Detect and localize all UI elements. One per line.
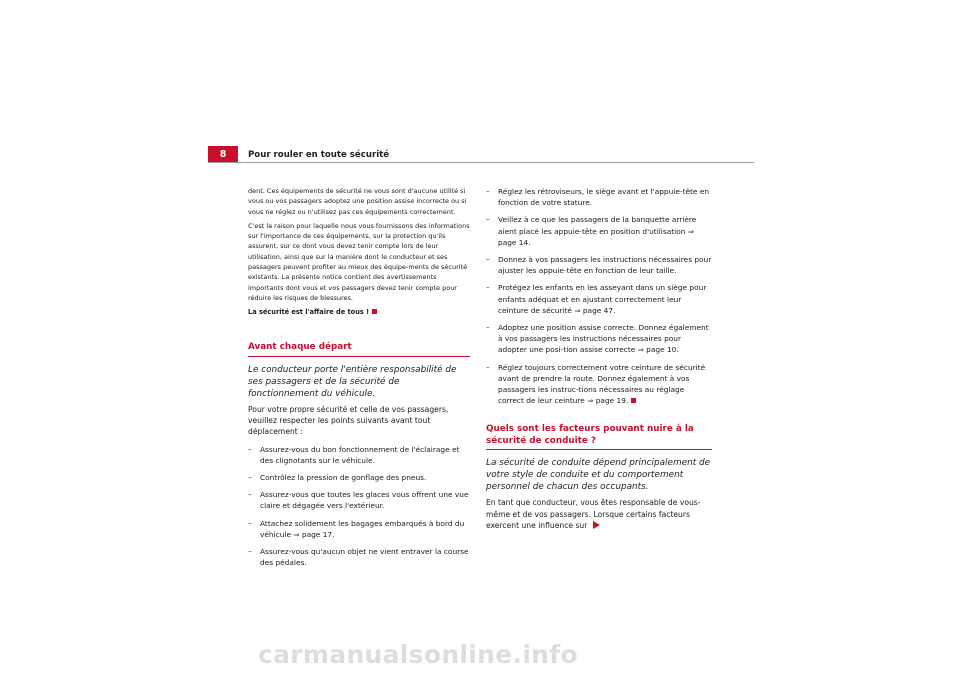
- section-lead-right: La sécurité de conduite dépend principalement de votre style de conduite et du comportement personnel de chacun des occupants.: [486, 458, 711, 493]
- section-heading-facteurs: Quels sont les facteurs pouvant nuire à la sécurité de conduite ?: [486, 424, 712, 450]
- checklist-left: [248, 444, 470, 569]
- list-item: [486, 362, 712, 407]
- header-rule: [208, 162, 754, 163]
- section-heading-avant-chaque-depart: Avant chaque départ: [248, 342, 470, 357]
- left-column: [248, 186, 470, 574]
- body-paragraph-right-text: En tant que conducteur, vous êtes responsable de vous-même et de vos passagers. Lorsque certains facteurs exercent une influence sur: [486, 498, 701, 531]
- list-item: – Adoptez une position assise correcte. Donnez également à vos passagers les instructions nécessaires pour adopter une posi-tion assise correcte ⇒ page 10.: [486, 322, 712, 356]
- list-item: – Veillez à ce que les passagers de la banquette arrière aient placé les appuie-tête en position d'utilisation ⇒ page 14.: [486, 214, 712, 248]
- section-lead-left: Le conducteur porte l'entière responsabilité de ses passagers et de la sécurité de fonctionnement du véhicule.: [248, 364, 457, 399]
- watermark: carmanualsonline.info: [258, 640, 578, 669]
- list-item: – Protégez les enfants en les asseyant dans un siège pour enfants adéquat et en ajustant correctement leur ceinture de sécurité ⇒ page 47.: [486, 282, 712, 316]
- list-item-text: Réglez toujours correctement votre ceinture de sécurité avant de prendre la route. Donnez également à vos passagers les instruc-tions nécessaires au réglage correct de leur ceinture ⇒ page 19.: [498, 362, 706, 406]
- continue-arrow-icon: [593, 521, 600, 529]
- safety-statement-text: La sécurité est l'affaire de tous !: [248, 308, 370, 317]
- body-paragraph-left: Pour votre propre sécurité et celle de vos passagers, veuillez respecter les points suivants avant tout déplacement :: [248, 404, 449, 437]
- page-number: 8: [208, 146, 238, 163]
- right-column: [486, 186, 712, 537]
- intro-paragraph-1: dent. Ces équipements de sécurité ne vous sont d'aucune utilité si vous ou vos passagers adoptez une position assise incorrecte ou si vous ne réglez ou n'utilisez pas ces équipements correctement.: [248, 187, 467, 216]
- intro-paragraph-2: C'est la raison pour laquelle nous vous fournissons des informations sur l'importance de ces équipements, sur la protection qu'ils assurent, sur ce dont vous devez tenir compte lors de leur utilisation, ainsi que sur la manière dont le conducteur et ses passagers peuvent profiter au mieux des équipe-ments de sécurité existants. La présente notice contient des avertissements importants dont vous et vos passagers devez tenir compte pour réduire les risques de blessures.: [248, 221, 470, 302]
- list-item: – Assurez-vous qu'aucun objet ne vient entraver la course des pédales.: [248, 546, 470, 568]
- list-item: – Contrôlez la pression de gonflage des pneus.: [248, 472, 470, 483]
- list-item: – Assurez-vous que toutes les glaces vous offrent une vue claire et dégagée vers l'extérieur.: [248, 489, 470, 511]
- header-title: Pour rouler en toute sécurité: [248, 150, 390, 160]
- end-of-section-icon: [631, 398, 636, 403]
- safety-statement: [248, 307, 470, 317]
- list-item: – Réglez les rétroviseurs, le siège avant et l'appuie-tête en fonction de votre stature.: [486, 186, 712, 208]
- end-of-section-icon: [372, 309, 377, 314]
- list-item: – Attachez solidement les bagages embarqués à bord du véhicule ⇒ page 17.: [248, 518, 470, 540]
- list-item: – Donnez à vos passagers les instructions nécessaires pour ajuster les appuie-tête en fonction de leur taille.: [486, 254, 712, 276]
- list-item: – Assurez-vous du bon fonctionnement de l'éclairage et des clignotants sur le véhicule.: [248, 444, 470, 466]
- checklist-right: [486, 186, 712, 406]
- body-paragraph-right: [486, 497, 712, 531]
